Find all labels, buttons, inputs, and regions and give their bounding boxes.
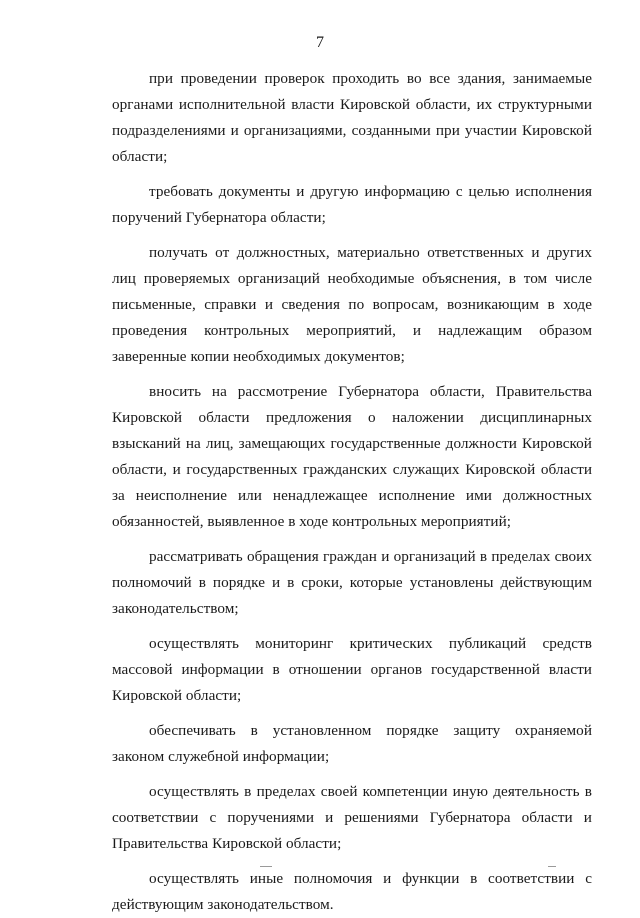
paragraph-information-protection: обеспечивать в установленном порядке защиту охраняемой законом служебной информации; [112, 722, 592, 765]
paragraph-media-monitoring: осуществлять мониторинг критических публикаций средств массовой информации в отношении органов государственной власти Кировской области; [112, 635, 592, 704]
scan-speck [260, 866, 272, 867]
paragraph-disciplinary-proposals: вносить на рассмотрение Губернатора области, Правительства Кировской области предложения о наложении дисциплинарных взысканий на лиц, замещающих государственные должности Кировской области, и государственных гражданских служащих Кировской области за неисполнение или ненадлежащее исполнение ими должностных обязанностей, выявленное в ходе контрольных мероприятий; [112, 383, 592, 530]
paragraph-obtain-explanations: получать от должностных, материально ответственных и других лиц проверяемых организаций необходимые объяснения, в том числе письменные, справки и сведения по вопросам, возникающим в ходе проведения контрольных мероприятий, и надлежащим образом заверенные копии необходимых документов; [112, 244, 592, 365]
paragraph-citizen-appeals: рассматривать обращения граждан и организаций в пределах своих полномочий в порядке и в сроки, которые установлены действующим законодательством; [112, 548, 592, 617]
paragraph-inspection-access: при проведении проверок проходить во все здания, занимаемые органами исполнительной власти Кировской области, их структурными подразделениями и организациями, созданными при участии Кировской области; [112, 70, 592, 165]
paragraph-other-activities: осуществлять в пределах своей компетенции иную деятельность в соответствии с поручениями и решениями Губернатора области и Правительства Кировской области; [112, 783, 592, 852]
document-body [112, 66, 592, 918]
paragraph-other-powers: осуществлять иные полномочия и функции в соответствии с действующим законодательством. [112, 870, 592, 913]
page-number: 7 [316, 34, 324, 51]
scan-speck [548, 866, 556, 867]
paragraph-request-documents: требовать документы и другую информацию с целью исполнения поручений Губернатора области; [112, 183, 592, 226]
